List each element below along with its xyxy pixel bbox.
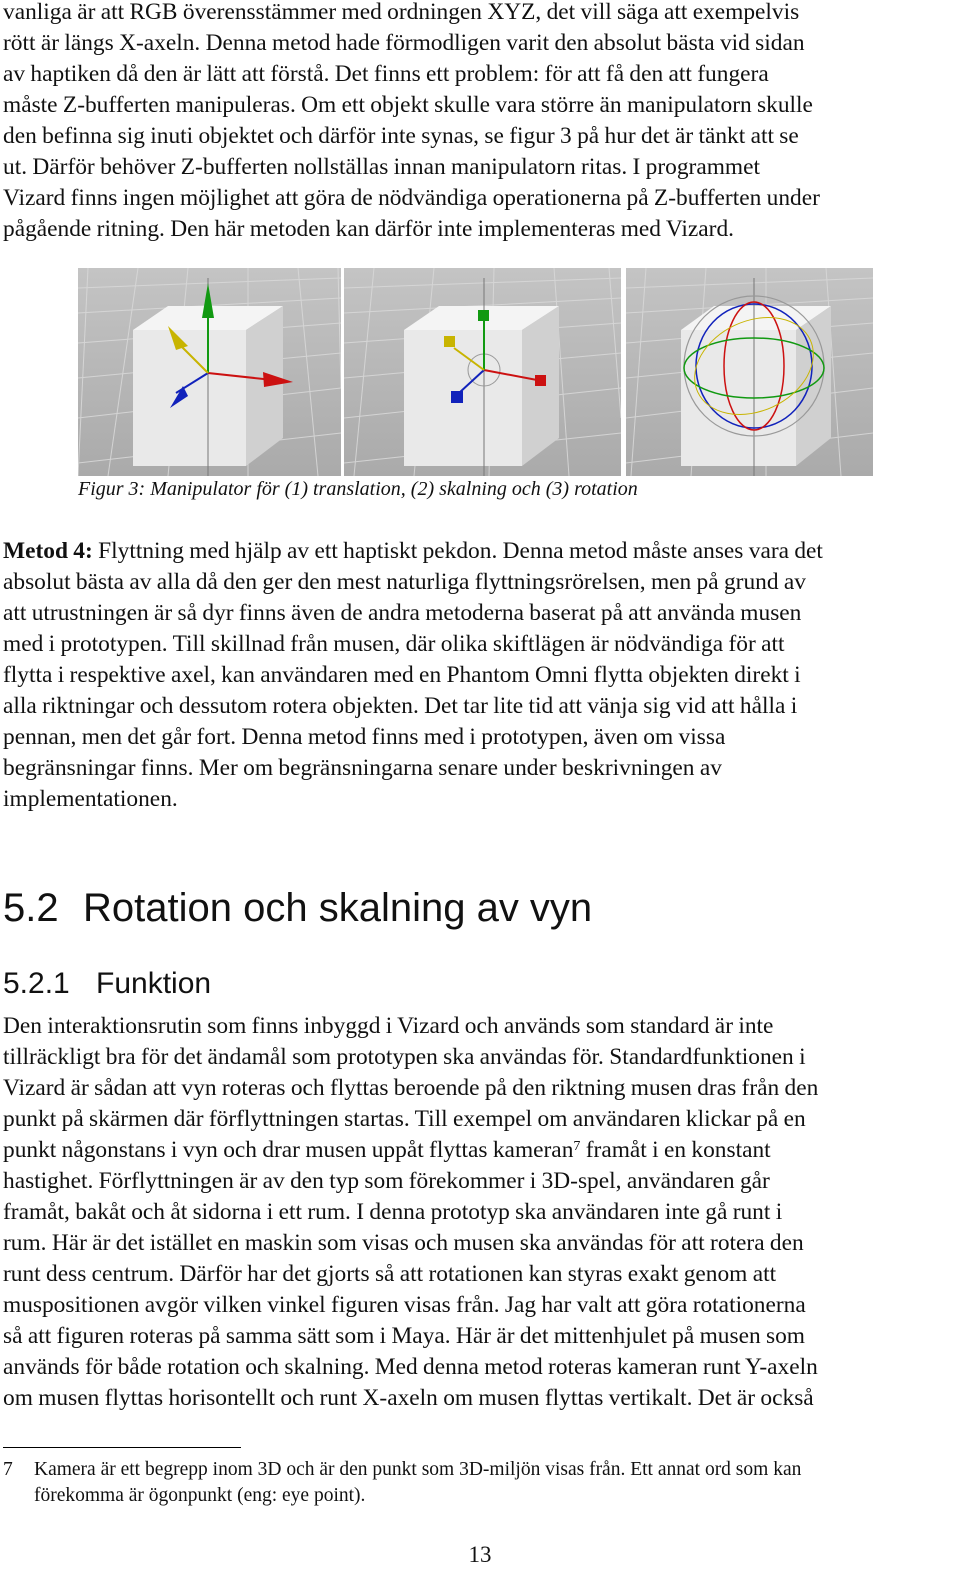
- text-line: ut. Därför behöver Z-bufferten nollställas innan manipulatorn ritas. I programmet: [3, 154, 760, 180]
- footnote-ref[interactable]: 7: [573, 1139, 581, 1154]
- text-line: pennan, men det går fort. Denna metod finns med i prototypen, även om vissa: [3, 724, 726, 750]
- text-line: flytta i respektive axel, kan användaren med en Phantom Omni flytta objekten direkt i: [3, 662, 801, 688]
- paragraph-metod-4: [3, 536, 958, 815]
- subsection-title: Funktion: [96, 967, 212, 1000]
- section-number: 5.2: [3, 886, 59, 930]
- text-line: muspositionen avgör vilken vinkel figuren visas från. Jag har valt att göra rotationerna: [3, 1292, 806, 1318]
- text-line: pågående ritning. Den här metoden kan därför inte implementeras med Vizard.: [3, 216, 734, 242]
- text-line: begränsningar finns. Mer om begränsningarna senare under beskrivningen av: [3, 755, 722, 781]
- text-line: Vizard finns ingen möjlighet att göra de nödvändiga operationerna på Z-bufferten under: [3, 185, 820, 211]
- text-line: absolut bästa av alla då den ger den mest naturliga flyttningsrörelsen, men på grund av: [3, 569, 806, 595]
- subsection-heading: [3, 967, 211, 1001]
- text-line: rött är längs X-axeln. Denna metod hade förmodligen varit den absolut bästa vid sidan: [3, 30, 805, 56]
- footnote-text: [34, 1457, 801, 1509]
- subsection-number: 5.2.1: [3, 967, 70, 1000]
- paragraph-funktion: [3, 1011, 958, 1414]
- text-line: med i prototypen. Till skillnad från musen, där olika skiftlägen är nödvändiga för att: [3, 631, 785, 657]
- text-line: den befinna sig inuti objektet och därför inte synas, se figur 3 på hur det är tänkt att se: [3, 123, 799, 149]
- text-line: så att figuren roteras på samma sätt som i Maya. Här är det mittenhjulet på musen som: [3, 1323, 806, 1349]
- text-fragment: framåt i en konstant: [580, 1137, 771, 1163]
- text-line: att utrustningen är så dyr finns även de andra metoderna baserat på att använda musen: [3, 600, 802, 626]
- text-line: förekomma är ögonpunkt (eng: eye point).: [34, 1485, 366, 1506]
- section-heading: [3, 886, 592, 931]
- text-line: måste Z-bufferten manipuleras. Om ett objekt skulle vara större än manipulatorn skulle: [3, 92, 813, 118]
- text-line: tillräckligt bra för det ändamål som prototypen ska användas för. Standardfunktionen i: [3, 1044, 806, 1070]
- figure-3: [78, 268, 873, 476]
- text-line: av haptiken då den är lätt att förstå. Det finns ett problem: för att få den att fungera: [3, 61, 769, 87]
- figure-panel-translation: [78, 268, 341, 476]
- footnote-divider: [3, 1447, 241, 1448]
- footnote-mark: 7: [3, 1459, 13, 1480]
- page-number: 13: [468, 1542, 492, 1567]
- text-line: Den interaktionsrutin som finns inbyggd i Vizard och används som standard är inte: [3, 1013, 774, 1039]
- figure-panel-scaling: [344, 268, 621, 476]
- text-line: implementationen.: [3, 786, 178, 812]
- text-line: om musen flyttas horisontellt och runt X-axeln om musen flyttas vertikalt. Det är också: [3, 1385, 814, 1411]
- text-line: runt dess centrum. Därför har det gjorts så att rotationen kan styras exakt genom att: [3, 1261, 777, 1287]
- text-line: punkt på skärmen där förflyttningen startas. Till exempel om användaren klickar på en: [3, 1106, 806, 1132]
- figure-caption: Figur 3: Manipulator för (1) translation, (2) skalning och (3) rotation: [78, 478, 638, 500]
- text-fragment: punkt någonstans i vyn och drar musen uppåt flyttas kameran: [3, 1137, 574, 1163]
- text-fragment: Flyttning med hjälp av ett haptiskt pekdon. Denna metod måste anses vara det: [92, 538, 823, 564]
- text-line: vanliga är att RGB överensstämmer med ordningen XYZ, det vill säga att exempelvis: [3, 0, 800, 25]
- text-line: framåt, bakåt och åt sidorna i ett rum. I denna prototyp ska användaren inte gå runt i: [3, 1199, 783, 1225]
- metod-label: Metod 4:: [3, 538, 93, 564]
- text-line: [3, 1135, 958, 1166]
- text-line: [3, 536, 958, 567]
- paragraph-intro: [3, 0, 958, 245]
- text-line: hastighet. Förflyttningen är av den typ som förekommer i 3D-spel, användaren går: [3, 1168, 770, 1194]
- text-line: används för både rotation och skalning. Med denna metod roteras kameran runt Y-axeln: [3, 1354, 818, 1380]
- text-line: rum. Här är det istället en maskin som visas och musen ska användas för att rotera den: [3, 1230, 804, 1256]
- figure-panel-rotation: [626, 268, 873, 476]
- text-line: Vizard är sådan att vyn roteras och flyttas beroende på den riktning musen dras från den: [3, 1075, 819, 1101]
- text-line: Kamera är ett begrepp inom 3D och är den punkt som 3D-miljön visas från. Ett annat ord som kan: [34, 1459, 802, 1480]
- section-title: Rotation och skalning av vyn: [83, 886, 593, 930]
- text-line: alla riktningar och dessutom rotera objekten. Det tar lite tid att vänja sig vid att hålla i: [3, 693, 798, 719]
